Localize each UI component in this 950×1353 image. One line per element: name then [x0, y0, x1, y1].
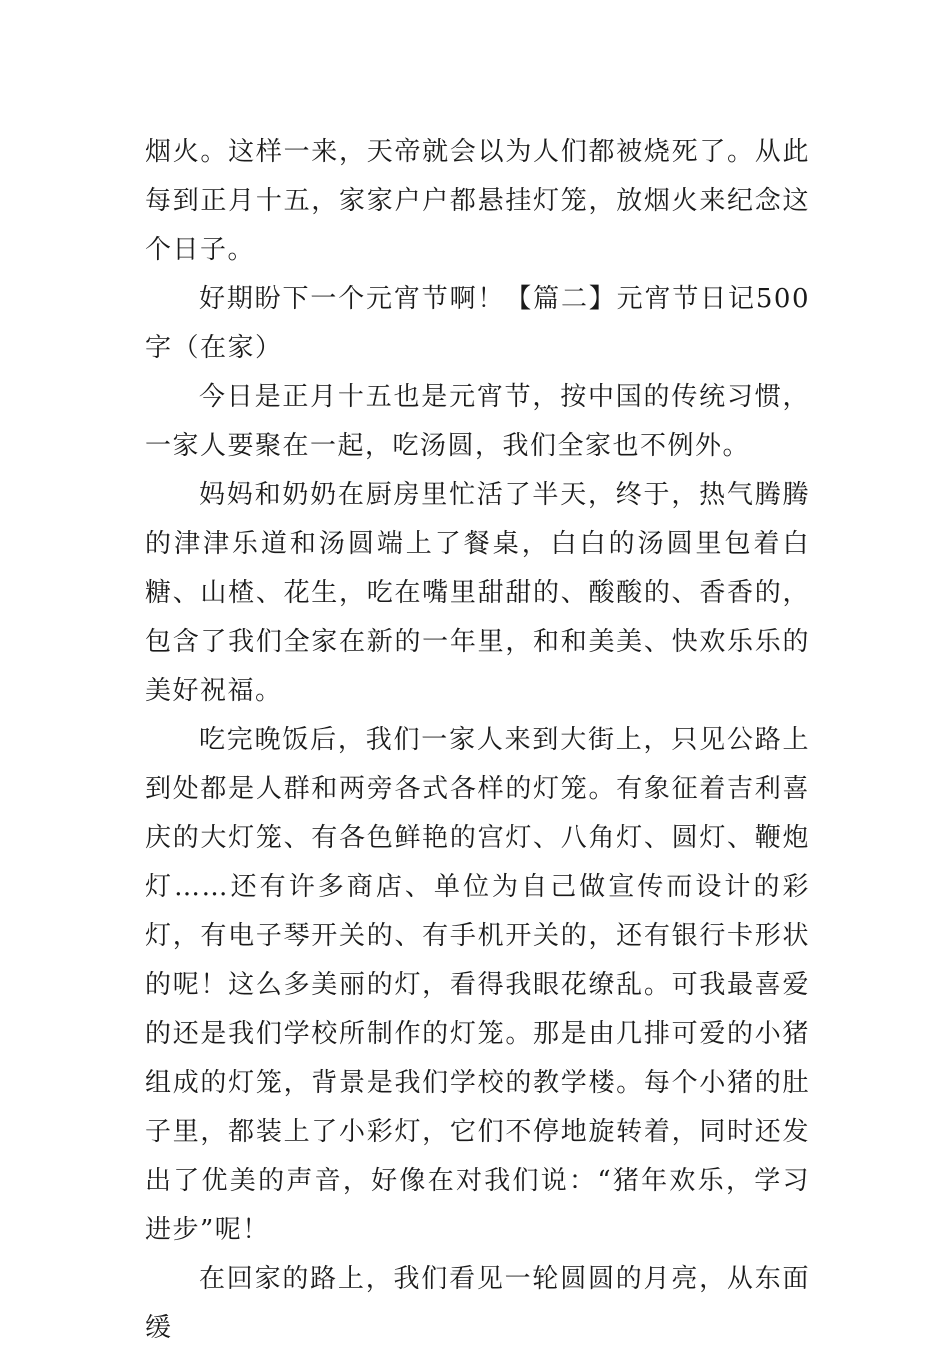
paragraph-6: 在回家的路上，我们看见一轮圆圆的月亮，从东面缓	[145, 1264, 810, 1343]
document-body	[145, 128, 810, 1353]
paragraph-4: 妈妈和奶奶在厨房里忙活了半天，终于，热气腾腾的津津乐道和汤圆端上了餐桌，白白的汤圆里包着白糖、山楂、花生，吃在嘴里甜甜的、酸酸的、香香的，包含了我们全家在新的一年里，和和美美、快欢乐乐的美好祝福。	[145, 480, 810, 706]
paragraph-5: 吃完晚饭后，我们一家人来到大街上，只见公路上到处都是人群和两旁各式各样的灯笼。有象征着吉利喜庆的大灯笼、有各色鲜艳的宫灯、八角灯、圆灯、鞭炮灯……还有许多商店、单位为自己做宣传而设计的彩灯，有电子琴开关的、有手机开关的，还有银行卡形状的呢！这么多美丽的灯，看得我眼花缭乱。可我最喜爱的还是我们学校所制作的灯笼。那是由几排可爱的小猪组成的灯笼，背景是我们学校的教学楼。每个小猪的肚子里，都装上了小彩灯，它们不停地旋转着，同时还发出了优美的声音，好像在对我们说：“猪年欢乐，学习进步”呢！	[145, 725, 810, 1245]
paragraph-1: 烟火。这样一来，天帝就会以为人们都被烧死了。从此每到正月十五，家家户户都悬挂灯笼，放烟火来纪念这个日子。	[145, 137, 810, 265]
paragraph-3: 今日是正月十五也是元宵节，按中国的传统习惯，一家人要聚在一起，吃汤圆，我们全家也不例外。	[145, 382, 810, 461]
paragraph-2: 好期盼下一个元宵节啊！【篇二】元宵节日记500字（在家）	[145, 284, 810, 363]
